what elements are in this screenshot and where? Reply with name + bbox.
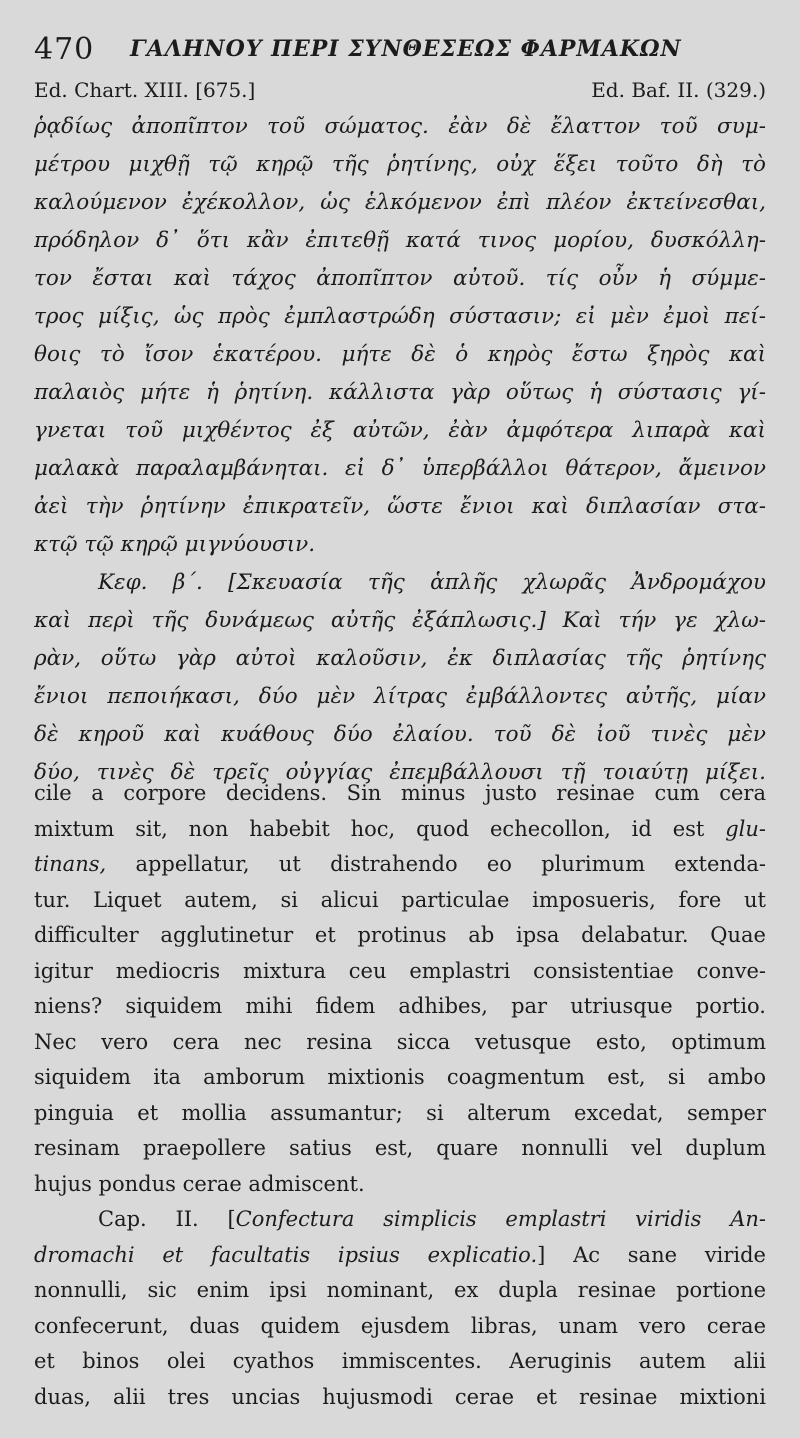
latin-text: cile a corpore decidens. Sin minus justo resinae cum cera [34, 781, 766, 805]
latin-text: Nec vero cera nec resina sicca vetusque esto, optimum [34, 1029, 766, 1054]
latin-line [34, 776, 766, 812]
latin-text: Cap. II. [ [98, 1207, 236, 1231]
latin-line [34, 812, 766, 848]
edition-basel: Ed. Baf. II. (329.) [591, 78, 766, 102]
latin-text: tur. Liquet autem, si alicui particulae imposueris, fore ut [34, 887, 766, 912]
edition-chartier: Ed. Chart. XIII. [675.] [34, 78, 256, 102]
latin-line [34, 918, 766, 954]
latin-text: pinguia et mollia assumantur; si alterum excedat, semper [34, 1100, 766, 1125]
latin-text: igitur mediocris mixtura ceu emplastri consistentiae conve- [34, 958, 766, 983]
page-header [34, 30, 766, 70]
greek-line: ἔνιοι πεποιήκασι, δύο μὲν λίτρας ἐμβάλλοντες αὐτῆς, μίαν [34, 684, 766, 709]
latin-text: resinam praepollere satius est, quare nonnulli vel duplum [34, 1136, 766, 1160]
latin-text: appellatur, ut distrahendo eo plurimum extenda- [106, 852, 766, 876]
greek-line: πρόδηλον δ᾽ ὅτι κἂν ἐπιτεθῇ κατά τινος μορίου, δυσκόλλη- [34, 228, 766, 253]
latin-line [34, 1344, 766, 1380]
latin-line [34, 883, 766, 919]
latin-line [34, 1380, 766, 1416]
greek-line: ρὰν, οὕτω γὰρ αὐτοὶ καλοῦσιν, ἐκ διπλασίας τῆς ῥητίνης [34, 646, 766, 671]
latin-line [34, 1238, 766, 1274]
greek-line: τον ἔσται καὶ τάχος ἀποπῖπτον αὐτοῦ. τίς οὖν ἡ σύμμε- [34, 266, 766, 291]
latin-italic-text: tinans, [34, 852, 107, 876]
latin-text: siquidem ita amborum mixtionis coagmentum est, si ambo [34, 1065, 766, 1089]
latin-italic-text: glu- [725, 816, 766, 841]
latin-chapter-heading [34, 1202, 766, 1238]
latin-text: hujus pondus cerae admiscent. [34, 1171, 365, 1196]
greek-line: δὲ κηροῦ καὶ κυάθους δύο ἐλαίου. τοῦ δὲ ἰοῦ τινὲς μὲν [34, 722, 766, 747]
latin-text: niens? siquidem mihi fidem adhibes, par utriusque portio. [34, 994, 766, 1018]
latin-text: difficulter agglutinetur et protinus ab ipsa delabatur. Quae [34, 923, 766, 947]
greek-line: θοις τὸ ἴσον ἑκατέρου. μήτε δὲ ὁ κηρὸς ἔστω ξηρὸς καὶ [34, 342, 766, 367]
running-title: ΓΑΛΗΝΟΥ ΠΕΡΙ ΣΥΝΘΕΣΕΩΣ ΦΑΡΜΑΚΩΝ [130, 36, 682, 62]
latin-line [34, 954, 766, 990]
latin-italic-text: Confectura simplicis emplastri viridis An- [235, 1207, 766, 1231]
latin-line [34, 1025, 766, 1061]
greek-line: δύο, τινὲς δὲ τρεῖς οὐγγίας ἐπεμβάλλουσι τῇ τοιαύτῃ μίξει. [34, 760, 766, 785]
latin-line [34, 1131, 766, 1167]
greek-line: μαλακὰ παραλαμβάνηται. εἰ δ᾽ ὑπερβάλλοι θάτερον, ἄμεινον [34, 456, 766, 481]
latin-text: confecerunt, duas quidem ejusdem libras, unam vero cerae [34, 1313, 766, 1338]
greek-line: γνεται τοῦ μιχθέντος ἐξ αὐτῶν, ἐὰν ἀμφότερα λιπαρὰ καὶ [34, 418, 766, 443]
latin-text-block [34, 776, 766, 1415]
greek-text-block [34, 108, 766, 792]
greek-line: καὶ περὶ τῆς δυνάμεως αὐτῆς ἐξάπλωσις.] Καὶ τήν γε χλω- [34, 608, 766, 633]
latin-text: et binos olei cyathos immiscentes. Aeruginis autem alii [34, 1349, 766, 1373]
latin-line [34, 989, 766, 1025]
greek-line: κτῷ τῷ κηρῷ μιγνύουσιν. [34, 532, 316, 557]
page-number: 470 [34, 32, 95, 67]
greek-line: παλαιὸς μήτε ἡ ῥητίνη. κάλλιστα γὰρ οὕτως ἡ σύστασις γί- [34, 380, 766, 405]
latin-text: nonnulli, sic enim ipsi nominant, ex dupla resinae portione [34, 1278, 766, 1302]
greek-line: ἀεὶ τὴν ῥητίνην ἐπικρατεῖν, ὥστε ἔνιοι καὶ διπλασίαν στα- [34, 494, 766, 519]
latin-line [34, 1309, 766, 1345]
latin-line [34, 847, 766, 883]
latin-text: duas, alii tres uncias hujusmodi cerae et resinae mixtioni [34, 1384, 766, 1409]
greek-line: καλούμενον ἐχέκολλον, ὡς ἑλκόμενον ἐπὶ πλέον ἐκτείνεσθαι, [34, 190, 766, 215]
greek-line: τρος μίξις, ὡς πρὸς ἐμπλαστρώδη σύστασιν; εἰ μὲν ἐμοὶ πεί- [34, 304, 766, 329]
latin-text: ] Ac sane viride [537, 1242, 766, 1267]
greek-line: ῥᾳδίως ἀποπῖπτον τοῦ σώματος. ἐὰν δὲ ἔλαττον τοῦ συμ- [34, 114, 766, 139]
latin-italic-text: dromachi et facultatis ipsius explicatio. [34, 1242, 538, 1267]
greek-chapter-heading: Κεφ. β΄. [Σκευασία τῆς ἁπλῆς χλωρᾶς Ἀνδρομάχου [98, 570, 766, 595]
greek-line: μέτρου μιχθῇ τῷ κηρῷ τῆς ῥητίνης, οὐχ ἕξει τοῦτο δὴ τὸ [34, 152, 766, 177]
edition-references [34, 78, 766, 108]
latin-line [34, 1273, 766, 1309]
latin-line [34, 1096, 766, 1132]
latin-line [34, 1167, 766, 1203]
latin-text: mixtum sit, non habebit hoc, quod echecollon, id est [34, 816, 726, 841]
latin-line [34, 1060, 766, 1096]
